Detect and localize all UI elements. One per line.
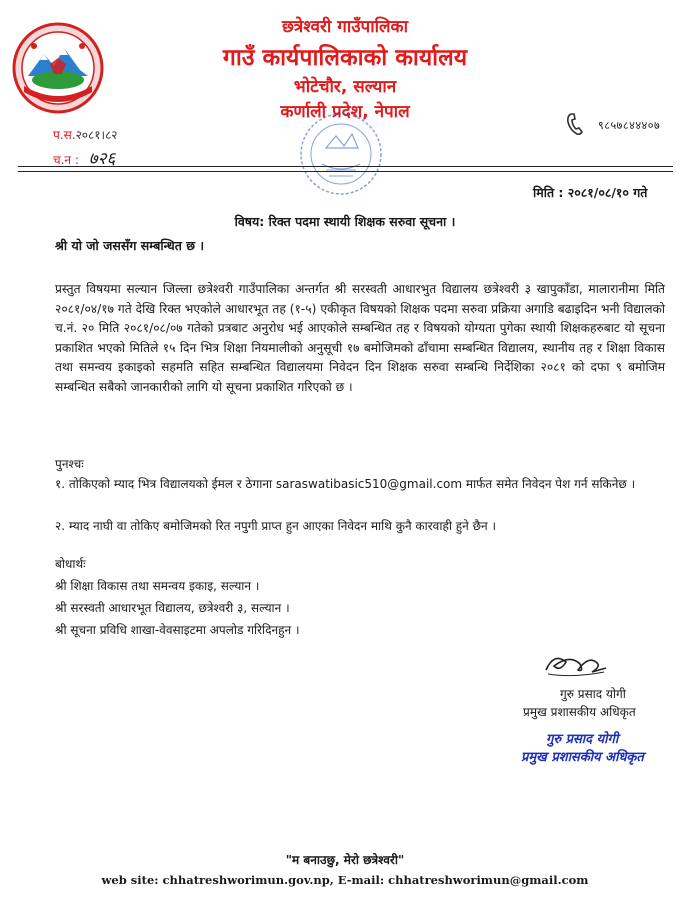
office-location: भोटेचौर, सल्यान <box>293 77 397 97</box>
footer-contact: web site: chhatreshworimun.gov.np, E-mail: chhatreshworimun@gmail.com <box>101 873 589 887</box>
office-province: कर्णाली प्रदेश, नेपाल <box>280 102 410 122</box>
name-stamp-line-2: प्रमुख प्रशासकीय अधिकृत <box>521 750 644 765</box>
dispatch-value: ७२६ <box>88 149 116 169</box>
letter-body-paragraph: प्रस्तुत विषयमा सल्यान जिल्ला छत्रेश्वरी गाउँपालिका अन्तर्गत श्री सरस्वती आधारभुत विद्यालय छत्रेश्वरी ३ खापुकाँडा, मालारानीमा मिति २०८१/०४/१७ गते देखि रिक्त भएकोले आधारभूत तह (१-५) एकीकृत विषयको शिक्षक पदमा सरुवा प्रक्रिया अगाडि बढाइदिन भनी विद्यालको च.नं. २० मिति २०८१/०८/०७ गतेको प्रत्रबाट अनुरोध भई आएकोले सम्बन्धित तह र विषयको योग्यता पुगेका स्थायी शिक्षकहरुबाट यो सूचना प्रकाशित भएको मितिले १५ दिन भित्र शिक्षा नियमालीको अनुसूची १७ बमोजिमको ढाँचामा सम्बन्धित विद्यालय, स्थानीय तह र शिक्षा विकास तथा समन्वय इकाइको सहमति सहित सम्बन्धित विद्यालयमा निवेदन दिन शिक्षक सरुवा सम्बन्धि निर्देशिका २०८१ को दफा ९ बमोजिम सम्बन्धित सबैको जानकारीको लागि यो सूचना प्रकाशित गरिएको छ । <box>55 282 665 394</box>
office-name: गाउँ कार्यपालिकाको कार्यालय <box>222 45 468 71</box>
official-seal-stamp <box>296 108 386 200</box>
signer-title: प्रमुख प्रशासकीय अधिकृत <box>523 705 636 719</box>
municipality-name: छत्रेश्वरी गाउँपालिका <box>282 17 408 37</box>
letter-subject: विषय: रिक्त पदमा स्थायी शिक्षक सरुवा सूचना । <box>234 214 456 229</box>
footer-slogan: "म बनाउछु, मेरो छत्रेश्वरी" <box>285 853 405 867</box>
letter-date: मिति : २०८१/०८/१० गते <box>533 185 648 200</box>
cc-item-3: श्री सूचना प्रविधि शाखा-वेवसाइटमा अपलोड गरिदिनहुन । <box>55 623 300 637</box>
signer-name: गुरु प्रसाद योगी <box>560 687 626 701</box>
reference-label: प.स. <box>53 128 76 142</box>
cc-item-2: श्री सरस्वती आधारभूत विद्यालय, छत्रेश्वरी ३, सल्यान । <box>55 601 290 615</box>
letter-salutation: श्री यो जो जससँग सम्बन्धित छ । <box>55 238 205 253</box>
postscript-heading: पुनश्चः <box>55 457 84 471</box>
reference-value: २०८१।८२ <box>75 128 118 142</box>
cc-item-1: श्री शिक्षा विकास तथा समन्वय इकाइ, सल्यान । <box>55 579 260 593</box>
postscript-item-1: १. तोकिएको म्याद भित्र विद्यालयको ईमल र ठेगाना saraswatibasic510@gmail.com मार्फत समेत निवेदन पेश गर्न सकिनेछ । <box>55 477 636 491</box>
name-stamp-line-1: गुरु प्रसाद योगी <box>546 732 619 747</box>
header-divider-secondary <box>18 171 673 172</box>
dispatch-label: च.न : <box>53 153 79 167</box>
postscript-item-2: २. म्याद नाघी वा तोकिए बमोजिमको रित नपुगी प्राप्त हुन आएका निवेदन माथि कुनै कारवाही हुने छैन । <box>55 519 497 533</box>
phone-icon <box>566 112 584 136</box>
reference-number <box>53 126 118 143</box>
cc-heading: बोधार्थः <box>55 557 86 571</box>
handwritten-signature <box>540 648 610 680</box>
phone-number: ९८५७८४४४०७ <box>598 119 661 132</box>
header-divider <box>18 166 673 167</box>
